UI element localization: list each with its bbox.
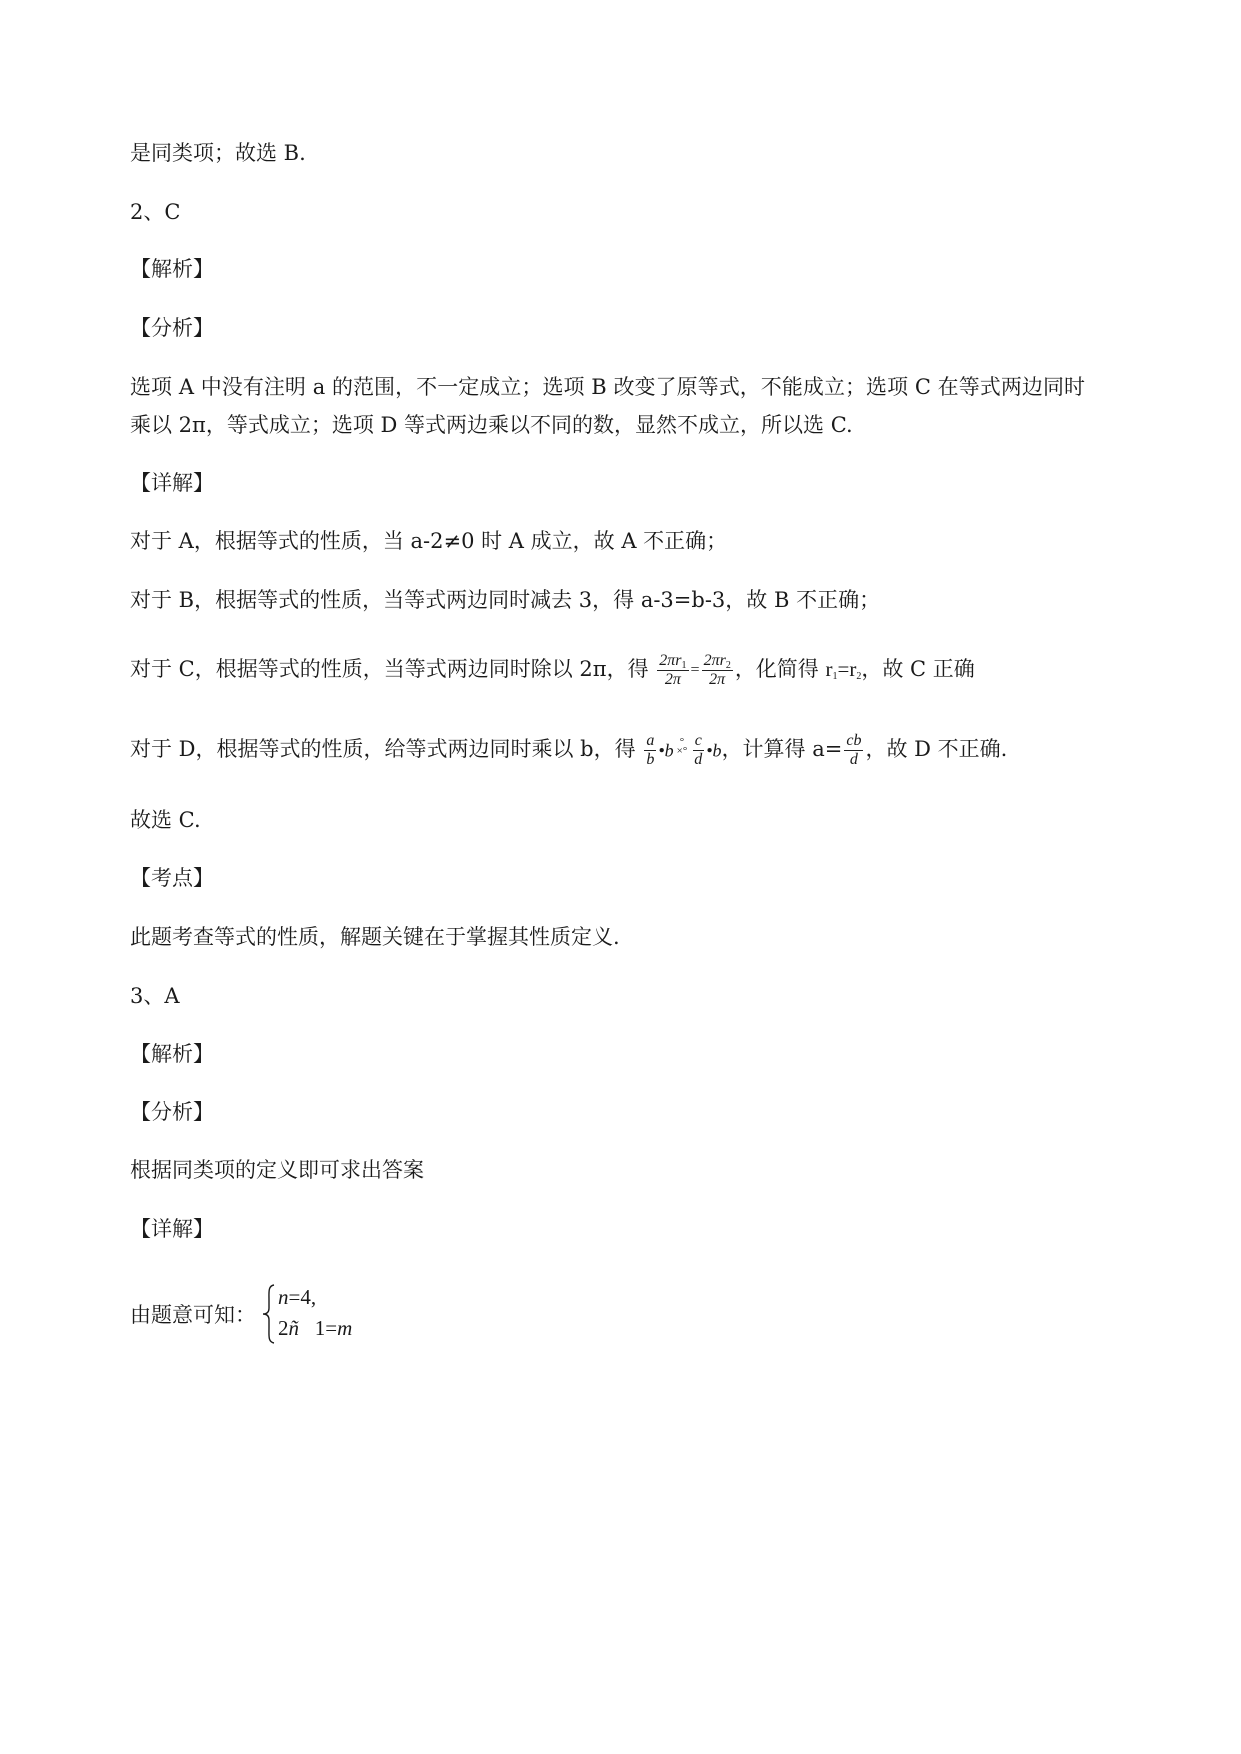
q2-point-heading: 【考点】 <box>130 866 214 890</box>
detail-d-mid: ，计算得 a= <box>721 737 843 761</box>
detail-c-result: $r_1=r_2$ <box>825 657 862 682</box>
q2-analysis-heading: 【解析】 <box>130 257 214 281</box>
detail-d-suffix: ，故 D 不正确. <box>865 737 1008 761</box>
fraction-denominator: b <box>646 751 655 768</box>
detail-d-fraction-3 <box>844 732 863 769</box>
dot-b: •b <box>706 740 722 761</box>
q3-detail-heading: 【详解】 <box>130 1217 214 1241</box>
q2-answer: 2、C <box>130 200 181 224</box>
q2-detail-d <box>130 732 1007 769</box>
equals-sign: = <box>690 661 700 679</box>
detail-c-suffix: ，故 C 正确 <box>861 657 975 681</box>
q2-detail-a: 对于 A，根据等式的性质，当 a-2≠0 时 A 成立，故 A 不正确； <box>130 529 728 553</box>
detail-d-prefix: 对于 D，根据等式的性质，给等式两边同时乘以 b，得 <box>130 737 636 761</box>
fraction-numerator: a <box>646 732 655 749</box>
previous-answer-tail: 是同类项；故选 B. <box>130 141 306 165</box>
q2-analysis-line-1: 选项 A 中没有注明 a 的范围，不一定成立；选项 B 改变了原等式，不能成立；选项 C 在等式两边同时 <box>130 375 1085 399</box>
detail-c-fraction-2 <box>702 652 733 689</box>
q2-analysis-sub-heading: 【分析】 <box>130 316 214 340</box>
fraction-numerator: c <box>694 732 702 749</box>
system-equation-1: n=4, <box>278 1285 317 1309</box>
detail-c-mid: ，化简得 <box>734 657 826 681</box>
detail-c-fraction-1 <box>657 652 688 689</box>
q3-detail-prefix: 由题意可知： <box>130 1303 256 1327</box>
fraction-numerator: $2\pi r_2$ <box>703 652 731 671</box>
garbled-symbol: ° ×° <box>676 735 688 757</box>
q3-analysis-text: 根据同类项的定义即可求出答案 <box>130 1158 424 1182</box>
detail-c-prefix: 对于 C，根据等式的性质，当等式两边同时除以 2π，得 <box>130 657 649 681</box>
q3-analysis-heading: 【解析】 <box>130 1042 214 1066</box>
q3-analysis-sub-heading: 【分析】 <box>130 1100 214 1124</box>
fraction-denominator: d <box>694 751 703 768</box>
q2-point-text: 此题考查等式的性质，解题关键在于掌握其性质定义. <box>130 925 620 949</box>
q2-conclusion: 故选 C. <box>130 808 201 832</box>
fraction-numerator: $2\pi r_1$ <box>659 652 687 671</box>
q3-answer: 3、A <box>130 984 180 1008</box>
q2-analysis-line-2: 乘以 2π，等式成立；选项 D 等式两边乘以不同的数，显然不成立，所以选 C. <box>130 413 853 437</box>
q2-detail-b: 对于 B，根据等式的性质，当等式两边同时减去 3，得 a-3=b-3，故 B 不正确； <box>130 588 881 612</box>
fraction-denominator: d <box>849 751 858 768</box>
detail-d-fraction-1 <box>644 732 656 769</box>
system-equation-2: 2ñ 1=m <box>278 1316 353 1340</box>
fraction-numerator: cb <box>846 732 862 749</box>
fraction-denominator: 2π <box>664 671 681 688</box>
q2-detail-heading: 【详解】 <box>130 471 214 495</box>
left-brace-icon <box>262 1284 276 1344</box>
detail-d-fraction-2 <box>692 732 704 769</box>
dot-b: •b <box>658 740 674 761</box>
fraction-denominator: 2π <box>709 671 726 688</box>
q2-detail-c <box>130 652 975 689</box>
